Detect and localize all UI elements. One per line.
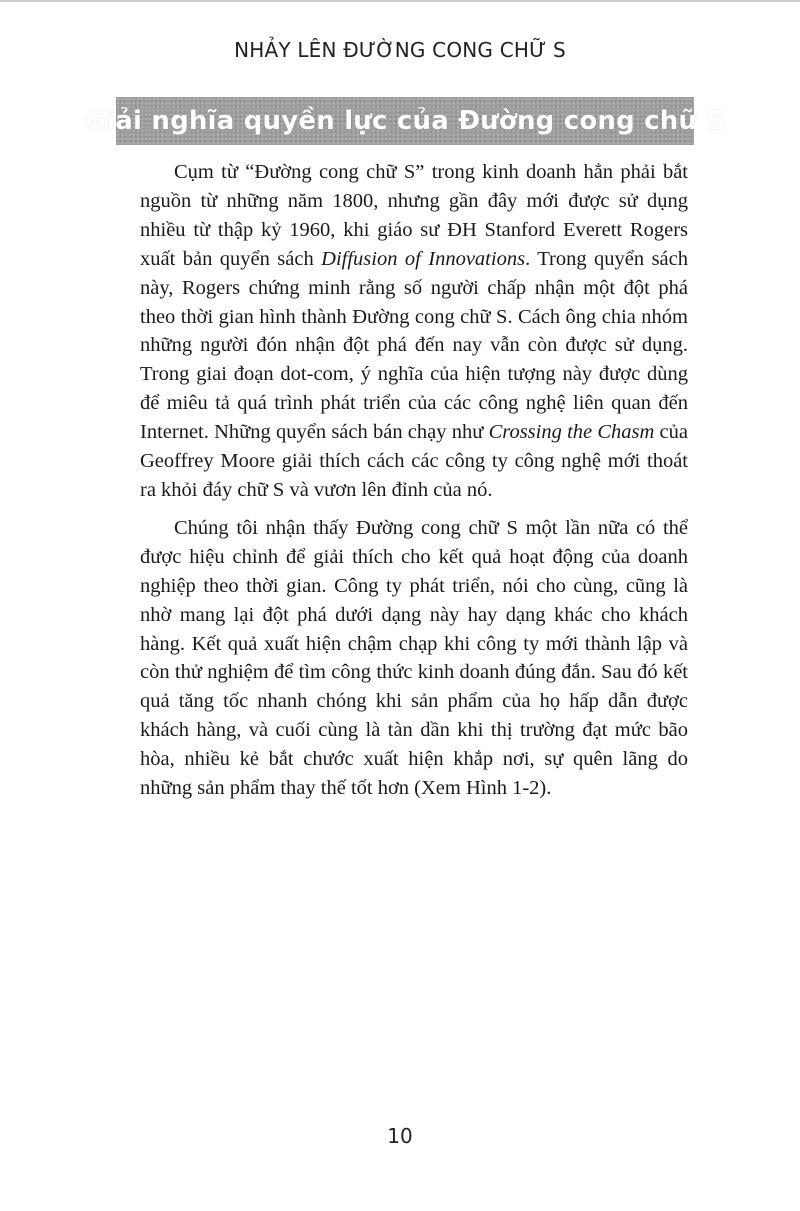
paragraph-1-text-b: . Trong quyển sách này, Rogers chứng minh rằng số người chấp nhận một đột phá theo thời gian hình thành Đường cong chữ S. Cách ông chia nhóm những người đón nhận đột phá đến nay vẫn còn được sử dụng. Trong giai đoạn dot-com, ý nghĩa của hiện tượng này được dùng để miêu tả quá trình phát triển của các công nghệ liên quan đến Internet. Những quyển sách bán chạy như <box>140 247 689 444</box>
book-title-crossing-the-chasm: Crossing the Chasm <box>488 421 655 444</box>
paragraph-2 <box>140 514 688 803</box>
running-header: NHẢY LÊN ĐƯỜNG CONG CHỮ S <box>234 38 566 62</box>
section-title: Giải nghĩa quyền lực của Đường cong chữ S <box>84 106 726 136</box>
body-text <box>140 158 688 812</box>
paragraph-1 <box>140 158 688 505</box>
paragraph-2-text: Chúng tôi nhận thấy Đường cong chữ S một lần nữa có thể được hiệu chỉnh để giải thích cho kết quả hoạt động của doanh nghiệp theo thời gian. Công ty phát triển, nói cho cùng, cũng là nhờ mang lại đột phá dưới dạng này hay dạng khác cho khách hàng. Kết quả xuất hiện chậm chạp khi công ty mới thành lập và còn thử nghiệm để tìm công thức kinh doanh đúng đắn. Sau đó kết quả tăng tốc nhanh chóng khi sản phẩm của họ hấp dẫn được khách hàng, và cuối cùng là tàn dần khi thị trường đạt mức bão hòa, nhiều kẻ bắt chước xuất hiện khắp nơi, sự quên lãng do những sản phẩm thay thế tốt hơn (Xem Hình 1-2). <box>140 516 688 800</box>
paragraph-1-text-c: của Geoffrey Moore giải thích cách các công ty công nghệ mới thoát ra khỏi đáy chữ S và vươn lên đỉnh của nó. <box>140 421 688 501</box>
page-number: 10 <box>387 1124 413 1148</box>
book-title-diffusion: Diffusion of Innovations <box>321 247 526 270</box>
paragraph-1-text-a: Cụm từ “Đường cong chữ S” trong kinh doanh hẳn phải bắt nguồn từ những năm 1800, nhưng gần đây mới được sử dụng nhiều từ thập kỷ 1960, khi giáo sư ĐH Stanford Everett Rogers xuất bản quyển sách <box>140 161 688 270</box>
top-edge-rule <box>0 0 800 2</box>
section-banner <box>84 97 726 145</box>
